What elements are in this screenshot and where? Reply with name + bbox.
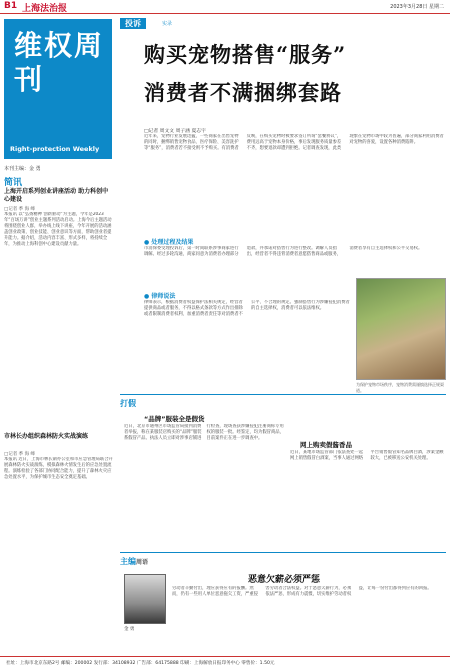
brief-1-reporter: □记者 季 海 峰	[4, 207, 36, 212]
footer: 社址：上海市北京东路2号 邮编：200002 发行部：34108932 广告部：64175888 印刷：上海解放日报印务中心 零售价：1.50元	[0, 656, 450, 668]
page-number: B1	[4, 1, 18, 11]
story-2-body: 近日，某地市场监管部门依法查处一起网上销售假冒白酒案，当事人通过网络平台销售假冒知名品牌白酒，涉案金额较大，已被移送公安机关处理。	[290, 450, 444, 461]
weekly-english-title: Right-protection Weekly	[10, 145, 100, 153]
brief-2-title: 市林长办组织森林防火实战演练	[4, 433, 89, 440]
masthead	[0, 0, 450, 14]
weekly-title: 维权周刊	[14, 29, 105, 96]
weekly-title-box	[4, 19, 112, 159]
lead-paragraph: 近年来，宠物行业发展迅猛，一些商家在出售宠物的同时，捆绑销售宠物食品、医疗保险、美容洗护等“服务”，消费者若不接受则不予购买。有消费者反映，在购买宠物时被要求签订所谓“套餐协议”，费用远高于宠物本身价格，事后发现服务质量参差不齐，想要退款却遭到拒绝。记者调查发现，此类现象在宠物市场中较为普遍，部分商家利用消费者对宠物的喜爱，设置各种消费陷阱。	[144, 134, 444, 151]
left-column	[0, 15, 118, 645]
anti-fake-tag: 打假	[120, 399, 136, 408]
story-1-body: 近日，北京市通州区市场监管局接到消费者举报，称在某服装店购买的“品牌”服装系假冒产品。执法人员立即对涉事店铺进行检查，现场查获涉嫌侵犯注册商标专用权的服装一批。经鉴定，均为假冒商品，目前案件正在进一步调查中。	[124, 424, 284, 441]
pet-photo-caption: 为保护宠物市场秩序，宠物消费需谨慎选择正规渠道。	[356, 382, 444, 393]
brief-1-title: 上海开启系列创业讲座活动 助力科创中心建设	[4, 188, 109, 203]
story-2-title: 网上购卖假酱香品	[300, 441, 352, 449]
editor-column-tag	[120, 556, 148, 567]
brief-2-body: 本报讯 近日，上海市林长制办公室和市应急管理局联合开展森林防火实战演练，模拟森林火情发生后的应急处置流程。演练检验了各部门协同配合能力，提升了森林火灾应急处置水平，为保护城市生态安全奠定基础。	[4, 457, 113, 480]
editor-name: 金 勇	[124, 627, 135, 632]
brief-heading: 简讯	[4, 178, 23, 188]
byline: □记者 周文文 周子涵 夏志宇	[144, 129, 206, 134]
subhead-process: ● 处理过程及结果	[144, 239, 194, 246]
section-divider-2	[120, 552, 446, 553]
editor-column-tag-main: 主编	[120, 557, 136, 566]
editor-column-title: 恶意欠薪必须严惩	[248, 575, 321, 585]
editor-column-body: 劳动者辛勤付出，理应获得应有的报酬。然而，仍有一些用人单位恶意拖欠工资，严重侵害劳动者合法权益。对于恶意欠薪行为，必须依法严惩，形成有力震慑，切实维护劳动者权益，让每一份付出都得到应有的回报。	[172, 586, 432, 597]
headline-line-1: 购买宠物搭售“服务”	[144, 42, 347, 67]
newspaper-name: 上海法治报	[22, 4, 68, 14]
date-line: 2023年3月28日 星期二	[390, 4, 444, 10]
brief-1-body: 本报讯 以“弘扬精神 创新驱动”为主题，今年是2023年“百场万讲”创业主题系列活动启动。上海今后主题活动将围绕创业人群，举办线上线下讲座，今年开展的活动涵盖创业政策、创业技能、创业意识等方面，帮助创业者提升能力。据介绍，活动内容丰富、形式多样，将持续全年，为推动上海科创中心建设贡献力量。	[4, 212, 112, 247]
section-divider-1	[120, 394, 446, 395]
pet-photo	[356, 278, 446, 380]
section-tag: 投诉	[120, 18, 146, 29]
subhead-lawyer: ● 律师说法	[144, 293, 176, 300]
brief-2-reporter: □记者 季 海 峰	[4, 452, 36, 457]
editor-column-tag-sub: 周语	[136, 559, 149, 566]
story-1-title: “品牌”服装全是假货	[144, 415, 205, 423]
section-tag-sub: 实录	[162, 21, 173, 27]
editor-credit: 本刊主编：金 勇	[4, 166, 41, 172]
editor-portrait	[124, 574, 166, 624]
headline-line-2: 消费者不满捆绑套路	[144, 80, 342, 105]
body-lawyer: 律师表示，根据消费者权益保护法相关规定，经营者提供商品或者服务，不得以格式条款等方式作出排除或者限制消费者权利、加重消费者责任等对消费者不公平、不合理的规定。强制搭售行为涉嫌侵犯消费者的自主选择权，消费者可以依法维权。	[144, 300, 350, 317]
body-process: 市消保委受理投诉后，第一时间联系涉事商家进行调解。经过多轮沟通，商家同意为消费者办理部分退款，并承诺对搭售行为进行整改。调解人员指出，经营者不得违背消费者意愿搭售商品或服务，消费者享有自主选择权和公平交易权。	[144, 246, 423, 257]
